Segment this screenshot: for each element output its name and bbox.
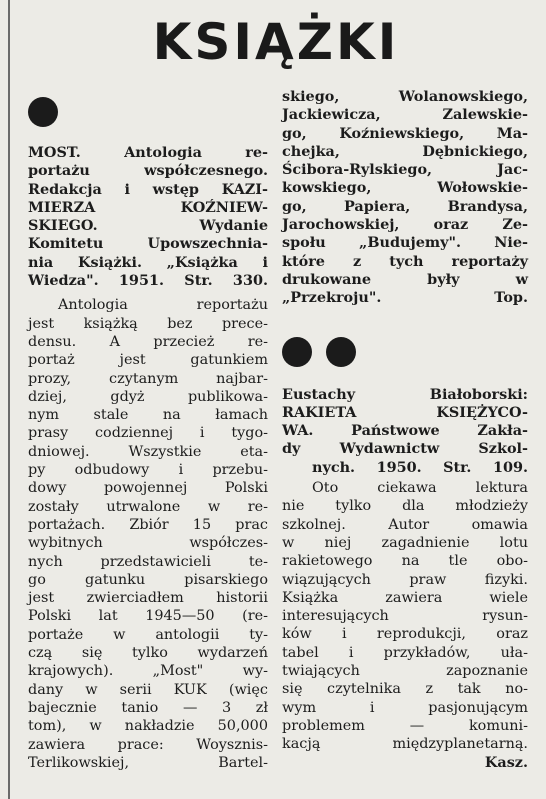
text-line: prozy, czytanym najbar-: [28, 370, 268, 387]
text-line: dowy powojennej Polski: [28, 480, 268, 497]
text-line: ków i reprodukcji, oraz: [282, 626, 528, 643]
text-line: dziej, gdyż publikowa-: [28, 388, 268, 405]
text-line: SKIEGO. Wydanie: [28, 217, 268, 235]
text-line: portażu współczesnego.: [28, 162, 268, 180]
bullet-dot-icon: [282, 337, 312, 367]
review-1-body: [28, 296, 268, 772]
text-line: jest zwierciadłem historii: [28, 590, 268, 607]
text-line: RAKIETA KSIĘŻYCO-: [282, 403, 528, 421]
text-line: społu „Budujemy". Nie-: [282, 234, 528, 252]
text-line: rakietowego na tle obo-: [282, 553, 528, 570]
text-line: problemem — komuni-: [282, 717, 528, 734]
text-line: nia Książki. „Książka i: [28, 253, 268, 271]
text-line: Polski lat 1945—50 (re-: [28, 608, 268, 625]
text-line: portaże w antologii ty-: [28, 626, 268, 643]
text-line: portaż jest gatunkiem: [28, 352, 268, 369]
text-line: chejka, Dębnickiego,: [282, 142, 528, 160]
text-line: nych. 1950. Str. 109.: [312, 458, 528, 476]
text-line: Terlikowskiej, Bartel-: [28, 754, 268, 771]
review-marker-double: [282, 332, 528, 372]
text-line: twiających zapoznanie: [282, 663, 528, 680]
review-2-heading: [282, 386, 528, 477]
text-line: nych przedstawicieli te-: [28, 553, 268, 570]
bullet-dot-icon: [326, 337, 356, 367]
text-line: tabel i przykładów, uła-: [282, 644, 528, 661]
text-line: portażach. Zbiór 15 prac: [28, 516, 268, 533]
text-line: Antologia reportażu: [58, 297, 268, 314]
text-line: nym stale na łamach: [28, 407, 268, 424]
text-line: MOST. Antologia re-: [28, 144, 268, 161]
text-line: tom), w nakładzie 50,000: [28, 718, 268, 735]
masthead: [0, 8, 546, 76]
review-marker-single: [28, 92, 268, 132]
text-line: jest książką bez prece-: [28, 315, 268, 332]
text-line: prasy codziennej i tygo-: [28, 425, 268, 442]
text-line: drukowane były w: [282, 270, 528, 288]
text-line: skiego, Wolanowskiego,: [282, 88, 528, 105]
text-line: bajecznie tanio — 3 zł: [28, 699, 268, 716]
text-line: wym i pasjonującym: [282, 699, 528, 716]
text-line: szkolnej. Autor omawia: [282, 516, 528, 533]
text-line: które z tych reportaży: [282, 252, 528, 270]
text-line: interesujących rysun-: [282, 608, 528, 625]
text-line: kowskiego, Wołowskie-: [282, 179, 528, 197]
text-line: go gatunku pisarskiego: [28, 571, 268, 588]
text-line: Ścibora-Rylskiego, Jac-: [282, 161, 528, 179]
text-line: Oto ciekawa lektura: [312, 480, 528, 497]
text-line: dniowej. Wszystkie eta-: [28, 443, 268, 460]
text-line: Jackiewicza, Zalewskie-: [282, 106, 528, 124]
text-line: Książka zawiera wiele: [282, 589, 528, 606]
text-line: densu. A przecież re-: [28, 333, 268, 350]
page-edge-rule: [8, 0, 10, 799]
review-2-body: [282, 479, 528, 772]
review-1-heading: [28, 144, 268, 290]
text-line: Redakcja i wstęp KAZI-: [28, 180, 268, 198]
text-line: Komitetu Upowszechnia-: [28, 235, 268, 253]
text-line: wiązujących praw fizyki.: [282, 571, 528, 588]
review-1-signature: „Przekroju". Top.: [282, 289, 528, 307]
text-line: kacją międzyplanetarną.: [282, 736, 528, 753]
text-line: wybitnych współczes-: [28, 535, 268, 552]
text-line: krajowych). „Most" wy-: [28, 663, 268, 680]
text-line: WA. Państwowe Zakła-: [282, 422, 528, 440]
text-line: zostały utrwalone w re-: [28, 498, 268, 515]
review-1-continuation: [282, 88, 528, 308]
text-line: czą się tylko wydarzeń: [28, 645, 268, 662]
text-line: Wiedza". 1951. Str. 330.: [28, 272, 268, 290]
text-line: Jarochowskiej, oraz Ze-: [282, 216, 528, 234]
text-line: go, Papiera, Brandysa,: [282, 197, 528, 215]
text-line: py odbudowy i przebu-: [28, 462, 268, 479]
review-2-signature: Kasz.: [484, 753, 528, 771]
text-line: go, Koźniewskiego, Ma-: [282, 124, 528, 142]
right-column: [282, 88, 528, 772]
bullet-dot-icon: [28, 97, 58, 127]
text-line: Eustachy Białoborski:: [282, 385, 528, 403]
text-line: dany w serii KUK (więc: [28, 681, 268, 698]
text-line: w niej zagadnienie lotu: [282, 534, 528, 551]
text-line: nie tylko dla młodzieży: [282, 498, 528, 515]
left-column: [28, 92, 268, 772]
section-title: KSIĄŻKI: [152, 13, 400, 71]
text-line: dy Wydawnictw Szkol-: [282, 440, 528, 458]
text-line: MIERZA KOŹNIEW-: [28, 198, 268, 216]
text-line: zawiera prace: Woysznis-: [28, 736, 268, 753]
text-line: się czytelnika z tak no-: [282, 681, 528, 698]
